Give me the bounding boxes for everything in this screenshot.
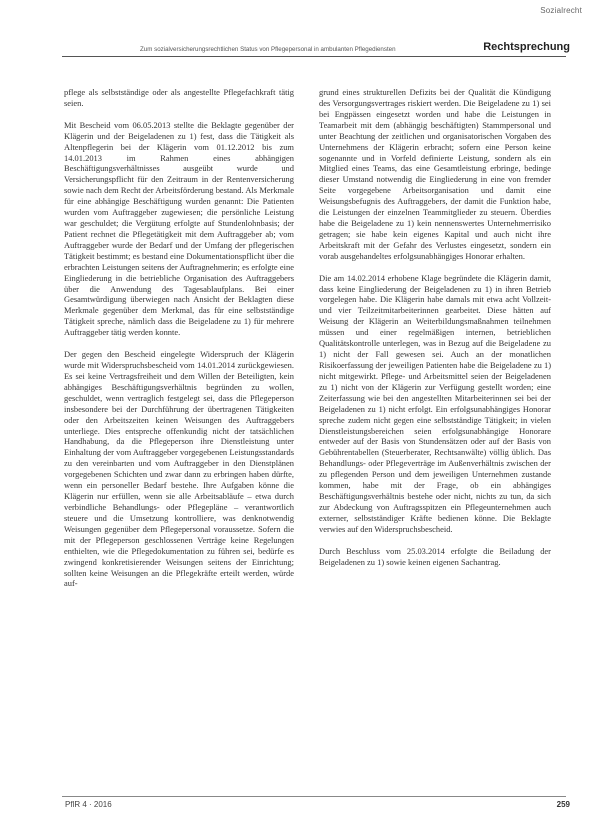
page-number: 259 (556, 800, 570, 809)
right-column (319, 87, 551, 568)
footer-rule (62, 796, 566, 797)
footer-journal: PflR 4 · 2016 (65, 800, 112, 809)
paragraph: Der gegen den Bescheid eingelegte Widerspruch der Klägerin wurde mit Widerspruchsbescheid vom 14.01.2014 zurückgewiesen. Es sei keine Vertragsfreiheit und dem Willen der Beteiligten, kein abhängiges Beschäftigungsverhältnis begründen zu wollen, geschuldet, wenn vertraglich festgelegt sei, dass die Pflegeperson insbesondere bei der Durchführung der übertragenen Tätigkeiten oder den Arbeitszeiten keinen Weisungen des Auftraggebers unterliege. Dies entspreche offenkundig nicht der tatsächlichen Handhabung, da die Pflegeperson ihre Dienstleistung unter Einhaltung der vom Auftraggeber vorgegebenen Leistungsstandards zu den vereinbarten und vom Auftraggeber in den Dienstplänen vorgegebenen Schichten und zwar dann zu erbringen haben dürfte, wenn ein personeller Bedarf bestehe. Ihre Aufgaben könne die Klägerin nur erfüllen, wenn sie alle Arbeitsabläufe – etwa durch verbindliche Behandlungs- oder Pflegepläne – verantwortlich steuere und die Umsetzung kontrolliere, was denknotwendig Weisungen gegenüber dem Pflegepersonal voraussetze. Sofern die mit der Pflegeperson geschlossenen Verträge keine Regelungen enthielten, wie die Pflegedokumentation zu führen sei, bedürfe es zwingend konkretisierender Weisungen seitens der Einrichtung; sollten keine Weisungen an die Pflegekräfte erteilt werden, würde auf- (64, 349, 294, 589)
paragraph: grund eines strukturellen Defizits bei der Qualität die Kündigung des Versorgungsvertrages riskiert werden. Die Beigeladene zu 1) sei bei Engpässen eingesetzt worden und habe die Leistungen in Teamarbeit mit dem (abhängig beschäftigten) Stammpersonal und unter Beachtung der zeitlichen und organisatorischen Vorgaben des Unternehmens der Klägerin erbracht; sofern eine Person keine sogenannte und in Vorfeld definierte Leistung, sondern als ein Mitglied eines Teams, das eine Gesamtleistung erbringe, bedinge dieser Umstand notwendig die Eingliederung in eine von fremder Seite vorgegebene Arbeitsorganisation und damit eine Weisungsbefugnis des Auftraggebers, der damit die Funktion habe, die Leistungen der einzelnen Teammitglieder zu steuern. Überdies habe die Beigeladene zu 1) kein nennenswertes Unternehmerrisiko getragen; sie habe kein eigenes Kapital und auch nicht ihre Arbeitskraft mit der Gefahr des Verlustes eingesetzt, sondern ein vorab ausgehandeltes erfolgsunabhängiges Honorar erhalten. (319, 87, 551, 261)
paragraph: pflege als selbstständige oder als angestellte Pflegefachkraft tätig seien. (64, 87, 294, 108)
left-column (64, 87, 294, 589)
header-title: Rechtsprechung (483, 41, 570, 53)
header-section-label: Sozialrecht (540, 6, 582, 15)
paragraph: Durch Beschluss vom 25.03.2014 erfolgte die Beiladung der Beigeladenen zu 1) sowie keinen eigenen Sachantrag. (319, 545, 551, 567)
header-rule (62, 56, 566, 57)
paragraph: Mit Bescheid vom 06.05.2013 stellte die Beklagte gegenüber der Klägerin und der Beigeladenen zu 1) fest, dass die Tätigkeit als Altenpflegerin bei der Klägerin vom 01.12.2012 bis zum 14.01.2013 im Rahmen eines abhängigen Beschäftigungsverhältnisses ausgeübt wurde und Versicherungspflicht für den Zeitraum in der Rentenversicherung sowie nach dem Recht der Arbeitsförderung bestand. Als Merkmale für eine abhängige Beschäftigung wurden genannt: Die Patienten wurden vom Auftraggeber zugewiesen; die persönliche Leistung war geschuldet; die Vergütung erfolgte auf Stundenlohnbasis; der Patient rechnet die Pflegetätigkeit mit dem Auftraggeber ab; vom Auftraggeber wurde der Bedarf und der Umfang der pflegerischen Tätigkeit bestimmt; es bestand eine Dokumentationspflicht über die erbrachten Leistungen seitens der Auftragnehmerin; es erfolgte eine Eingliederung in die betriebliche Organisation des Auftraggebers über die Anwendung des Tagesablaufplans. Bei einer Gesamtwürdigung überwiegen nach Ansicht der Beklagten diese Merkmale gegenüber dem Merkmal, das für eine selbstständige Tätigkeit spreche, nämlich dass die Beigeladene zu 1) für mehrere Auftraggeber tätig werden konnte. (64, 119, 294, 338)
paragraph: Die am 14.02.2014 erhobene Klage begründete die Klägerin damit, dass keine Eingliederung der Beigeladenen zu 1) in ihren Betrieb vorgelegen habe. Die Klägerin habe damals mit etwa acht Vollzeit- und vier Teilzeitmitarbeiterinnen gearbeitet. Diese hätten auf Weisung der Klägerin an Weiterbildungsmaßnahmen teilnehmen müssen und einer regelmäßigen internen, betrieblichen Qualitätskontrolle unterlegen, was in Bezug auf die Beigeladene zu 1) nicht der Fall gewesen sei. Auch an der monatlichen Risikoerfassung der jeweiligen Patienten habe die Beigeladene zu 1) nicht mitgewirkt. Pflege- und Arbeitsmittel seien der Beigeladenen zu 1) nicht von der Klägerin zur Verfügung gestellt worden; eine Zeiterfassung wie bei den angestellten Mitarbeiterinnen sei bei der Beigeladenen zu 1) nicht erfolgt. Ein erfolgsunabhängiges Honorar spreche zudem nicht gegen eine selbstständige Tätigkeit; in vielen Dienstleistungsbereichen seien erfolgsunabhängige Honorare entweder auf der Basis von Stundensätzen oder auf der Basis von Gebührentabellen (Steuerberater, Rechtsanwälte) völlig üblich. Das Behandlungs- oder Pflegeverträge im Außenverhältnis zwischen der zu pflegenden Person und dem jeweiligen Unternehmen zustande kommen, habe mit der Frage, ob ein abhängiges Beschäftigungsverhältnis bestehe oder nicht, nichts zu tun, da sich zur Abdeckung von Auftragsspitzen ein Pflegeunternehmen auch externer, selbstständiger Kräfte bedienen könne. Die Beklagte verwies auf den Widerspruchsbescheid. (319, 272, 551, 534)
header-subtitle: Zum sozialversicherungsrechtlichen Status von Pflegepersonal in ambulanten Pflegediensten (140, 46, 396, 53)
